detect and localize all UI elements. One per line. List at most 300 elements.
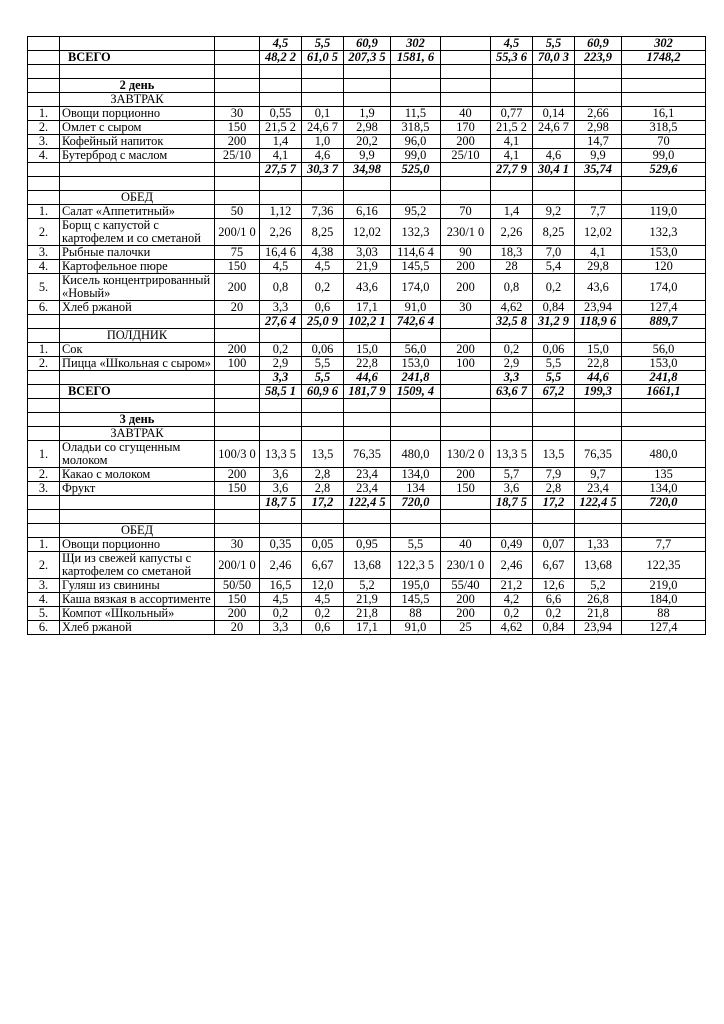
cell-row-number: 5. <box>28 607 60 621</box>
cell-protein: 4,5 <box>260 260 302 274</box>
cell-fat-2 <box>533 135 575 149</box>
cell-portion-grams-2: 200 <box>441 607 491 621</box>
cell-carbs: 102,2 1 <box>344 315 391 329</box>
cell-protein <box>260 427 302 441</box>
cell-protein-2: 4,62 <box>491 301 533 315</box>
cell-calories-2: 56,0 <box>622 343 706 357</box>
cell-carbs: 15,0 <box>344 343 391 357</box>
cell-calories-2: 219,0 <box>622 579 706 593</box>
cell-carbs: 21,9 <box>344 593 391 607</box>
cell-fat-2: 5,4 <box>533 260 575 274</box>
cell-calories-2: 135 <box>622 468 706 482</box>
cell-calories-2: 153,0 <box>622 246 706 260</box>
cell-fat: 4,6 <box>302 149 344 163</box>
cell-portion-grams-2: 25/10 <box>441 149 491 163</box>
cell-row-number <box>28 385 60 399</box>
cell-portion-grams: 200/1 0 <box>215 552 260 579</box>
cell-fat: 0,2 <box>302 274 344 301</box>
table-row-item <box>28 343 706 357</box>
cell-fat: 30,3 7 <box>302 163 344 177</box>
cell-portion-grams <box>215 399 260 413</box>
cell-protein-2: 4,2 <box>491 593 533 607</box>
cell-carbs: 1,9 <box>344 107 391 121</box>
cell-fat: 1,0 <box>302 135 344 149</box>
cell-calories-2: 127,4 <box>622 301 706 315</box>
cell-portion-grams <box>215 524 260 538</box>
cell-protein-2: 4,1 <box>491 149 533 163</box>
cell-calories-2: 153,0 <box>622 357 706 371</box>
cell-calories-2: 132,3 <box>622 219 706 246</box>
cell-fat-2: 5,5 <box>533 371 575 385</box>
cell-carbs-2: 35,74 <box>575 163 622 177</box>
cell-carbs-2 <box>575 413 622 427</box>
table-row-item <box>28 260 706 274</box>
cell-row-number: 2. <box>28 552 60 579</box>
cell-carbs-2: 13,68 <box>575 552 622 579</box>
cell-fat-2: 12,6 <box>533 579 575 593</box>
cell-protein-2 <box>491 427 533 441</box>
cell-fat-2: 5,5 <box>533 357 575 371</box>
cell-portion-grams-2: 25 <box>441 621 491 635</box>
cell-calories: 88 <box>391 607 441 621</box>
cell-calories-2 <box>622 65 706 79</box>
cell-protein: 27,5 7 <box>260 163 302 177</box>
cell-portion-grams-2: 200 <box>441 260 491 274</box>
table-row-empty <box>28 65 706 79</box>
cell-row-number: 1. <box>28 441 60 468</box>
cell-row-number <box>28 427 60 441</box>
table-row-meal <box>28 191 706 205</box>
cell-carbs-2 <box>575 191 622 205</box>
cell-dish-name <box>60 163 215 177</box>
cell-carbs <box>344 524 391 538</box>
cell-calories-2 <box>622 510 706 524</box>
cell-protein: 1,4 <box>260 135 302 149</box>
cell-calories: 134 <box>391 482 441 496</box>
table-row-empty <box>28 510 706 524</box>
cell-fat-2: 31,2 9 <box>533 315 575 329</box>
cell-fat-2 <box>533 413 575 427</box>
cell-protein-2: 27,7 9 <box>491 163 533 177</box>
table-row-item <box>28 135 706 149</box>
cell-portion-grams <box>215 371 260 385</box>
cell-portion-grams-2: 150 <box>441 482 491 496</box>
cell-protein: 3,3 <box>260 371 302 385</box>
cell-fat: 24,6 7 <box>302 121 344 135</box>
table-row-day <box>28 413 706 427</box>
cell-portion-grams-2 <box>441 329 491 343</box>
cell-portion-grams: 200 <box>215 468 260 482</box>
cell-carbs-2: 76,35 <box>575 441 622 468</box>
cell-dish-name: Оладьи со сгущенным молоком <box>60 441 215 468</box>
cell-carbs-2: 118,9 6 <box>575 315 622 329</box>
cell-dish-name: 2 день <box>60 79 215 93</box>
cell-carbs-2: 9,7 <box>575 468 622 482</box>
cell-carbs-2: 60,9 <box>575 37 622 51</box>
cell-carbs <box>344 79 391 93</box>
cell-carbs <box>344 93 391 107</box>
cell-calories-2: 16,1 <box>622 107 706 121</box>
cell-dish-name: ВСЕГО <box>60 51 215 65</box>
cell-carbs <box>344 65 391 79</box>
cell-protein-2 <box>491 177 533 191</box>
cell-fat-2: 0,84 <box>533 621 575 635</box>
cell-protein <box>260 510 302 524</box>
cell-portion-grams-2: 200 <box>441 593 491 607</box>
cell-protein: 2,46 <box>260 552 302 579</box>
cell-calories <box>391 177 441 191</box>
cell-carbs-2 <box>575 510 622 524</box>
cell-dish-name: Каша вязкая в ассортименте <box>60 593 215 607</box>
cell-protein-2: 4,5 <box>491 37 533 51</box>
cell-protein <box>260 191 302 205</box>
cell-carbs: 207,3 5 <box>344 51 391 65</box>
cell-row-number <box>28 191 60 205</box>
cell-protein-2 <box>491 399 533 413</box>
cell-dish-name <box>60 371 215 385</box>
cell-fat-2: 30,4 1 <box>533 163 575 177</box>
cell-calories <box>391 413 441 427</box>
cell-fat-2: 0,2 <box>533 274 575 301</box>
cell-row-number <box>28 399 60 413</box>
cell-fat-2 <box>533 524 575 538</box>
cell-protein: 4,1 <box>260 149 302 163</box>
cell-calories-2: 318,5 <box>622 121 706 135</box>
cell-carbs-2: 1,33 <box>575 538 622 552</box>
cell-portion-grams <box>215 191 260 205</box>
cell-fat-2: 13,5 <box>533 441 575 468</box>
cell-carbs-2: 22,8 <box>575 357 622 371</box>
cell-dish-name <box>60 496 215 510</box>
cell-portion-grams-2 <box>441 177 491 191</box>
cell-dish-name: Пицца «Школьная с сыром» <box>60 357 215 371</box>
cell-carbs: 3,03 <box>344 246 391 260</box>
table-row-item <box>28 149 706 163</box>
cell-protein-2 <box>491 524 533 538</box>
cell-calories-2: 174,0 <box>622 274 706 301</box>
cell-fat-2 <box>533 510 575 524</box>
cell-row-number <box>28 163 60 177</box>
table-row-item <box>28 482 706 496</box>
cell-protein-2: 21,2 <box>491 579 533 593</box>
cell-protein <box>260 329 302 343</box>
cell-row-number <box>28 65 60 79</box>
cell-dish-name: Сок <box>60 343 215 357</box>
cell-protein: 4,5 <box>260 37 302 51</box>
cell-portion-grams: 200/1 0 <box>215 219 260 246</box>
cell-fat: 5,5 <box>302 37 344 51</box>
cell-carbs-2: 4,1 <box>575 246 622 260</box>
cell-fat: 60,9 6 <box>302 385 344 399</box>
table-row-meal <box>28 93 706 107</box>
cell-portion-grams-2: 200 <box>441 468 491 482</box>
cell-calories: 318,5 <box>391 121 441 135</box>
cell-protein-2: 55,3 6 <box>491 51 533 65</box>
cell-protein-2: 2,26 <box>491 219 533 246</box>
cell-calories: 302 <box>391 37 441 51</box>
table-row-item <box>28 607 706 621</box>
cell-dish-name: Салат «Аппетитный» <box>60 205 215 219</box>
cell-fat: 12,0 <box>302 579 344 593</box>
cell-portion-grams-2 <box>441 315 491 329</box>
menu-table-body <box>28 37 706 635</box>
cell-fat: 61,0 5 <box>302 51 344 65</box>
cell-fat: 2,8 <box>302 468 344 482</box>
cell-protein-2: 21,5 2 <box>491 121 533 135</box>
cell-calories-2: 184,0 <box>622 593 706 607</box>
cell-row-number: 1. <box>28 343 60 357</box>
cell-carbs: 12,02 <box>344 219 391 246</box>
table-row-item <box>28 357 706 371</box>
cell-portion-grams-2: 40 <box>441 538 491 552</box>
cell-protein: 16,5 <box>260 579 302 593</box>
cell-carbs-2: 23,4 <box>575 482 622 496</box>
cell-fat-2 <box>533 399 575 413</box>
cell-portion-grams-2 <box>441 51 491 65</box>
cell-fat: 0,1 <box>302 107 344 121</box>
cell-fat: 8,25 <box>302 219 344 246</box>
cell-carbs: 23,4 <box>344 468 391 482</box>
cell-fat-2 <box>533 191 575 205</box>
cell-protein-2: 0,49 <box>491 538 533 552</box>
cell-calories-2: 529,6 <box>622 163 706 177</box>
cell-portion-grams <box>215 93 260 107</box>
cell-dish-name <box>60 65 215 79</box>
cell-fat-2 <box>533 65 575 79</box>
cell-protein-2 <box>491 93 533 107</box>
table-row-empty <box>28 177 706 191</box>
cell-portion-grams-2: 100 <box>441 357 491 371</box>
cell-calories-2: 7,7 <box>622 538 706 552</box>
cell-fat-2: 4,6 <box>533 149 575 163</box>
cell-portion-grams-2 <box>441 524 491 538</box>
cell-fat: 25,0 9 <box>302 315 344 329</box>
cell-fat-2 <box>533 427 575 441</box>
cell-portion-grams-2: 130/2 0 <box>441 441 491 468</box>
cell-calories <box>391 399 441 413</box>
cell-portion-grams-2 <box>441 371 491 385</box>
cell-dish-name: ЗАВТРАК <box>60 427 215 441</box>
cell-calories-2: 127,4 <box>622 621 706 635</box>
cell-portion-grams-2 <box>441 413 491 427</box>
cell-portion-grams <box>215 315 260 329</box>
table-row-meal <box>28 427 706 441</box>
cell-dish-name: Хлеб ржаной <box>60 301 215 315</box>
cell-portion-grams: 30 <box>215 538 260 552</box>
cell-protein: 0,8 <box>260 274 302 301</box>
cell-carbs: 6,16 <box>344 205 391 219</box>
cell-fat-2: 0,06 <box>533 343 575 357</box>
cell-fat: 0,05 <box>302 538 344 552</box>
cell-row-number: 6. <box>28 621 60 635</box>
cell-carbs-2: 5,2 <box>575 579 622 593</box>
cell-protein-2: 2,46 <box>491 552 533 579</box>
cell-calories <box>391 427 441 441</box>
table-row-item <box>28 593 706 607</box>
cell-portion-grams-2 <box>441 510 491 524</box>
cell-carbs-2: 15,0 <box>575 343 622 357</box>
cell-protein: 0,55 <box>260 107 302 121</box>
cell-dish-name <box>60 510 215 524</box>
cell-dish-name: ПОЛДНИК <box>60 329 215 343</box>
cell-fat-2: 9,2 <box>533 205 575 219</box>
cell-fat: 2,8 <box>302 482 344 496</box>
cell-protein-2: 3,6 <box>491 482 533 496</box>
cell-fat-2: 6,67 <box>533 552 575 579</box>
cell-row-number: 5. <box>28 274 60 301</box>
cell-carbs <box>344 177 391 191</box>
cell-dish-name: Борщ с капустой с картофелем и со сметаной <box>60 219 215 246</box>
cell-calories: 56,0 <box>391 343 441 357</box>
cell-portion-grams <box>215 177 260 191</box>
cell-row-number: 4. <box>28 149 60 163</box>
cell-calories: 132,3 <box>391 219 441 246</box>
cell-dish-name: ОБЕД <box>60 191 215 205</box>
cell-fat-2: 0,07 <box>533 538 575 552</box>
cell-carbs <box>344 399 391 413</box>
cell-calories: 174,0 <box>391 274 441 301</box>
cell-portion-grams: 50 <box>215 205 260 219</box>
cell-calories <box>391 79 441 93</box>
cell-portion-grams: 150 <box>215 260 260 274</box>
cell-carbs: 13,68 <box>344 552 391 579</box>
cell-portion-grams <box>215 385 260 399</box>
table-row-item <box>28 579 706 593</box>
cell-portion-grams-2: 230/1 0 <box>441 552 491 579</box>
cell-protein <box>260 413 302 427</box>
cell-portion-grams-2: 200 <box>441 343 491 357</box>
cell-calories: 11,5 <box>391 107 441 121</box>
cell-calories: 91,0 <box>391 621 441 635</box>
cell-fat: 13,5 <box>302 441 344 468</box>
cell-protein: 58,5 1 <box>260 385 302 399</box>
cell-portion-grams-2 <box>441 163 491 177</box>
cell-fat <box>302 177 344 191</box>
cell-protein <box>260 65 302 79</box>
cell-fat-2: 7,9 <box>533 468 575 482</box>
cell-calories: 96,0 <box>391 135 441 149</box>
cell-calories-2 <box>622 427 706 441</box>
cell-calories-2: 88 <box>622 607 706 621</box>
cell-calories: 195,0 <box>391 579 441 593</box>
cell-dish-name: Гуляш из свинины <box>60 579 215 593</box>
cell-fat-2: 6,6 <box>533 593 575 607</box>
cell-protein-2 <box>491 65 533 79</box>
cell-portion-grams <box>215 37 260 51</box>
cell-protein: 3,6 <box>260 468 302 482</box>
cell-carbs-2: 199,3 <box>575 385 622 399</box>
cell-row-number: 3. <box>28 579 60 593</box>
table-row-meal <box>28 329 706 343</box>
cell-protein-2: 4,62 <box>491 621 533 635</box>
cell-fat <box>302 93 344 107</box>
cell-protein-2: 28 <box>491 260 533 274</box>
table-row-item <box>28 301 706 315</box>
cell-row-number: 3. <box>28 135 60 149</box>
cell-protein: 48,2 2 <box>260 51 302 65</box>
cell-portion-grams: 20 <box>215 621 260 635</box>
cell-protein-2: 0,77 <box>491 107 533 121</box>
cell-carbs-2 <box>575 399 622 413</box>
cell-protein: 0,2 <box>260 343 302 357</box>
cell-fat-2: 17,2 <box>533 496 575 510</box>
cell-carbs-2: 9,9 <box>575 149 622 163</box>
cell-fat <box>302 191 344 205</box>
cell-carbs-2: 122,4 5 <box>575 496 622 510</box>
cell-portion-grams-2: 90 <box>441 246 491 260</box>
cell-dish-name: Овощи порционно <box>60 538 215 552</box>
cell-row-number: 4. <box>28 260 60 274</box>
cell-protein-2: 18,7 5 <box>491 496 533 510</box>
cell-portion-grams <box>215 413 260 427</box>
table-row-grand <box>28 385 706 399</box>
cell-fat <box>302 79 344 93</box>
cell-fat: 4,38 <box>302 246 344 260</box>
table-row-total <box>28 496 706 510</box>
cell-calories <box>391 65 441 79</box>
cell-row-number: 3. <box>28 482 60 496</box>
cell-row-number <box>28 371 60 385</box>
cell-protein-2: 13,3 5 <box>491 441 533 468</box>
cell-portion-grams-2: 200 <box>441 135 491 149</box>
cell-dish-name: Овощи порционно <box>60 107 215 121</box>
cell-fat: 0,6 <box>302 621 344 635</box>
cell-carbs <box>344 413 391 427</box>
cell-dish-name: Кисель концентрированный «Новый» <box>60 274 215 301</box>
cell-carbs-2 <box>575 177 622 191</box>
cell-portion-grams: 20 <box>215 301 260 315</box>
cell-carbs-2: 2,66 <box>575 107 622 121</box>
cell-fat <box>302 524 344 538</box>
cell-fat <box>302 65 344 79</box>
cell-portion-grams <box>215 496 260 510</box>
cell-calories-2: 1661,1 <box>622 385 706 399</box>
cell-portion-grams: 200 <box>215 274 260 301</box>
cell-calories-2: 720,0 <box>622 496 706 510</box>
cell-portion-grams-2 <box>441 37 491 51</box>
cell-dish-name: Рыбные палочки <box>60 246 215 260</box>
cell-protein: 2,9 <box>260 357 302 371</box>
cell-dish-name <box>60 399 215 413</box>
cell-carbs-2: 23,94 <box>575 621 622 635</box>
table-row-item <box>28 121 706 135</box>
cell-portion-grams <box>215 427 260 441</box>
cell-protein-2: 0,2 <box>491 343 533 357</box>
table-row-item <box>28 205 706 219</box>
cell-calories-2 <box>622 177 706 191</box>
cell-calories-2 <box>622 524 706 538</box>
cell-protein: 3,3 <box>260 621 302 635</box>
cell-portion-grams: 150 <box>215 121 260 135</box>
cell-carbs: 22,8 <box>344 357 391 371</box>
cell-row-number: 2. <box>28 219 60 246</box>
cell-carbs-2: 223,9 <box>575 51 622 65</box>
cell-fat-2 <box>533 177 575 191</box>
cell-portion-grams <box>215 65 260 79</box>
table-row-meal <box>28 524 706 538</box>
cell-dish-name <box>60 315 215 329</box>
cell-fat-2: 70,0 3 <box>533 51 575 65</box>
cell-carbs: 76,35 <box>344 441 391 468</box>
cell-calories-2: 241,8 <box>622 371 706 385</box>
cell-protein-2: 0,8 <box>491 274 533 301</box>
table-row-item <box>28 441 706 468</box>
cell-row-number <box>28 37 60 51</box>
cell-calories: 95,2 <box>391 205 441 219</box>
cell-calories: 742,6 4 <box>391 315 441 329</box>
cell-calories: 525,0 <box>391 163 441 177</box>
cell-carbs-2 <box>575 65 622 79</box>
